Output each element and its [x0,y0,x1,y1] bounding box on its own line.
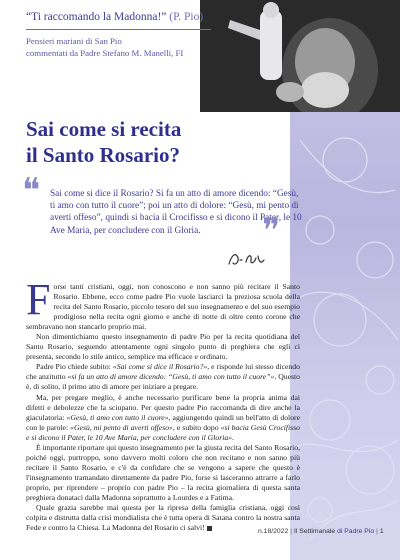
paragraph-6-text: Quale grazia sarebbe mai questa per la ripresa della famiglia cristiana, oggi così colpita e distrutta dalla crisi mondialista che è tutta opera di Satana contro la nostra santa Fede e contro la Chiesa. La Madonna del Rosario ci salvi! [26,503,300,533]
paragraph-4 [26,393,300,443]
header-subtitle-line1: Pensieri mariani di San Pio [26,36,122,46]
p4-italic-d: «Gesù, mi pento di averti offeso» [70,422,173,432]
paragraph-3 [26,362,300,392]
drop-cap: F [26,275,51,324]
paragraph-1-text: orse tanti cristiani, oggi, non conoscono e non sanno più recitare il Santo Rosario. Ebbene, ecco come padre Pio vuole lasciarci la preziosa scuola della recita del Santo Rosario, piccolo tesoro del suo insegnamento e del suo esempio prodigioso nella recita ogni giorno e anche di notte di oltre cento corone che sembravano non stancarlo proprio mai. [26,282,300,332]
paragraph-1 [26,275,300,332]
header-divider [26,29,211,30]
page-footer [258,528,400,535]
header-subtitle [26,36,226,59]
intro-quote: Sai come si dice il Rosario? Si fa un atto di amore dicendo: “Gesù, ti amo con tutto il cuore”; poi un atto di dolore: “Gesù, mi pento di averti offeso”, quindi si bacia il Crocifisso e si dicono il Pater, le 10 Ave Maria, per concludere con il Gloria. [50,189,302,236]
close-quote-mark: ❞ [262,211,281,251]
page-title-line1: Sai come si recita [26,117,182,141]
header-quote [26,10,226,24]
header-quote-text: “Ti raccomando la Madonna!” [26,11,167,23]
footer-brand: di Padre Pio [337,528,375,535]
p3-text-c: , e risponde lui stesso dicendo che anzitutto [26,362,300,382]
p4-text-g: . [232,432,234,442]
p3-text-a: Padre Pio chiede subito: [36,362,113,372]
page-number: 1 [379,528,384,535]
footer-issue: n.18/2022 [258,528,289,535]
footer-separator-2: | [376,528,378,535]
p4-italic-f: «si bacia Gesù Crocifisso e si dicono il Pater, le 10 Ave Maria, per concludere con il Gloria» [26,422,300,442]
paragraph-5: È importante riportare qui questo insegnamento per la giusta recita del Santo Rosario, poiché oggi, purtroppo, sono davvero molti coloro che non recitano e non sanno più recitare il Santo Rosario, e c'è da confidare che se vengono a sapere che questo è l'insegnamento tramandato direttamente da padre Pio, forse si lasceranno attrarre a farlo proprio, per riprendere – proprio con padre Pio – la recita giornaliera di questa santa preghiera donataci dalla Madonna soprattutto a Lourdes e a Fatima. [26,442,300,502]
paragraph-2: Non dimentichiamo questo insegnamento di padre Pio per la recita quotidiana del Santo Rosario, seguendo attentamente ogni singolo punto di preghiera che egli ci presenta, secondo lo stile antico, semplice ma efficace e ordinato. [26,332,300,362]
open-quote-mark: ❝ [22,171,41,211]
p4-italic-b: «Gesù, ti amo con tutto il cuore» [66,412,169,422]
padre-pio-photo [200,0,400,112]
p3-italic-d: «si fa un atto di amore dicendo: “Gesù, ti amo con tutto il cuore”» [67,372,275,382]
article-body [26,275,301,533]
p4-text-e: , e subito dopo [172,422,221,432]
header-quote-author: (P. Pio) [169,11,204,23]
page-title-line2: il Santo Rosario? [26,143,181,167]
footer-separator: | [290,528,293,535]
header-subtitle-line2: commentati da Padre Stefano M. Manelli, FI [26,47,184,58]
end-mark-icon [207,526,212,531]
footer-publication: Il Settimanale [294,528,336,535]
p4-text-a: Ma, per pregare meglio, è anche necessario purificare bene la propria anima dai difetti e debolezze che la sciupano. Per questo padre Pio raccomanda di dire anche la giaculatoria: [26,392,300,422]
page-title [26,116,316,168]
header [26,10,226,59]
signature-image [226,248,266,270]
p4-text-c: , aggiungendo quindi un bell'atto di dolore con le parole: [26,412,301,432]
p3-italic-b: «Sai come si dice il Rosario?» [112,362,208,372]
p3-text-e: . Questo è, di solito, il primo atto di amore per iniziare a pregare. [26,372,300,392]
